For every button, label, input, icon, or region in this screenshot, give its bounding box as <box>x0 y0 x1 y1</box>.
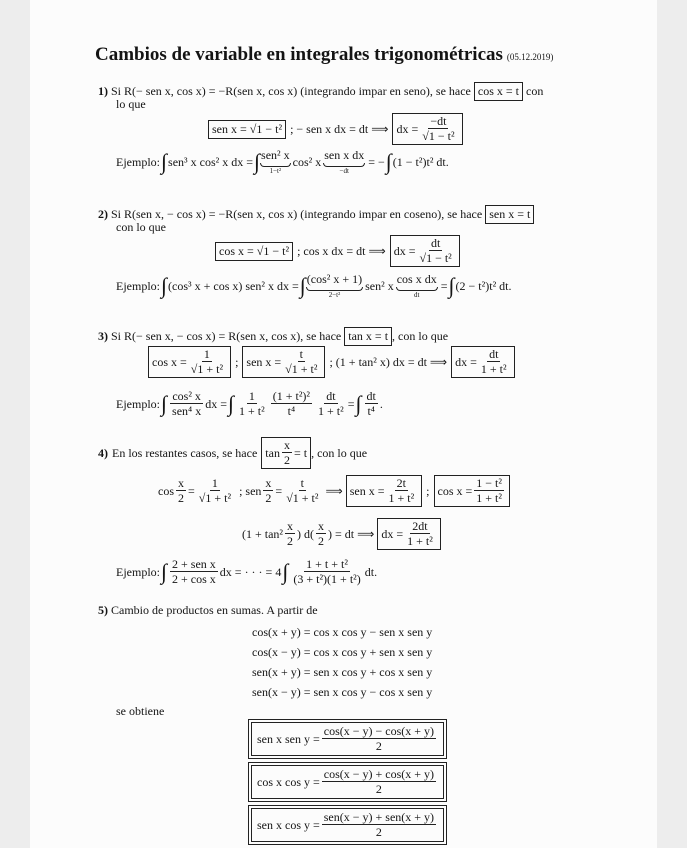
s1-underbrace-2 <box>324 148 364 176</box>
fraction <box>322 725 436 753</box>
box-label: sen x = <box>349 483 385 498</box>
s2-eq-mid: ; cos x dx = dt ⟹ <box>297 243 386 258</box>
frac-numerator: 1 <box>211 476 218 490</box>
frac-numerator: 2t <box>396 476 406 490</box>
frac-numerator: x <box>178 476 184 490</box>
s1-eq-mid: ; − sen x dx = dt ⟹ <box>290 121 389 136</box>
box-label: cos x = <box>437 483 473 498</box>
fraction <box>189 348 225 376</box>
frac-numerator: dt <box>489 347 499 361</box>
integral-symbol: ∫ <box>282 559 289 584</box>
frac-numerator: dt <box>366 389 376 403</box>
s2-line2: con lo que <box>116 220 166 234</box>
s1-line1: Si R(− sen x, cos x) = −R(sen x, cos x) (integrando impar en seno), se hace <box>111 84 471 98</box>
box-label: cos x = <box>152 354 187 369</box>
s5-identities <box>252 622 432 702</box>
document-date: (05.12.2019) <box>506 52 554 62</box>
box-right: = t <box>293 445 308 460</box>
s3-substitution-box: tan x = t <box>344 327 392 346</box>
frac-numerator: (1 + t²)² <box>272 389 311 403</box>
section-3-number: 3) <box>98 329 108 343</box>
title-text: Cambios de variable en integrales trigonométricas <box>95 44 503 65</box>
s2-ex-a: (cos³ x + cos x) sen² x dx = <box>168 278 299 293</box>
brace-term: sen² x <box>261 148 290 162</box>
box-label: dx = <box>455 354 477 369</box>
frac-numerator: dt <box>430 236 441 250</box>
frac-denominator: 1 + t² <box>239 404 265 418</box>
s3-ex-dot: . <box>379 396 383 411</box>
fraction <box>170 558 218 586</box>
separator: ; <box>426 483 430 498</box>
identity-line: sen(x − y) = sen x cos y − cos x sen y <box>252 685 433 699</box>
example-label: Ejemplo: <box>116 564 160 579</box>
s4-box-cos <box>434 475 510 507</box>
integral-symbol: ∫ <box>161 559 168 584</box>
s5-line1: Cambio de productos en sumas. A partir de <box>111 603 318 617</box>
document-page <box>30 0 657 848</box>
frac-numerator: sen(x − y) + sen(x + y) <box>323 810 435 824</box>
s3-example <box>116 390 383 418</box>
integral-symbol: ∫ <box>355 391 362 416</box>
frac-denominator: 1 + t² <box>318 404 344 418</box>
frac-denominator: 2 <box>287 534 294 548</box>
integral-symbol: ∫ <box>161 391 168 416</box>
fraction <box>285 520 295 548</box>
frac-numerator: 1 <box>248 389 255 403</box>
example-label: Ejemplo: <box>116 278 160 293</box>
s3-ex-dx: dx = <box>205 396 227 411</box>
frac-denominator: 2 <box>283 453 290 467</box>
s1-ex-mid: cos² x <box>292 154 322 169</box>
document-title <box>95 44 553 66</box>
s2-eq-box2 <box>390 235 460 267</box>
frac-numerator: x <box>318 519 325 533</box>
section-4-number: 4) <box>98 445 108 460</box>
equals: = <box>275 483 283 498</box>
fraction <box>322 768 436 796</box>
result-box <box>248 762 447 802</box>
fraction <box>474 477 504 505</box>
s3-mid: ; (1 + tan² x) dx = dt ⟹ <box>329 354 448 369</box>
frac-denominator: √1 + t² <box>190 362 224 376</box>
fraction <box>263 477 273 505</box>
fraction <box>386 477 416 505</box>
s2-underbrace-2 <box>397 272 437 300</box>
s1-example <box>116 148 449 176</box>
frac-denominator: t⁴ <box>287 404 296 418</box>
implies-arrow: ⟹ <box>325 483 343 498</box>
brace-term: (cos² x + 1) <box>306 272 363 286</box>
fraction <box>176 477 186 505</box>
section-5-intro <box>98 603 318 618</box>
frac-numerator: cos² x <box>172 389 201 403</box>
frac-denominator: 2 <box>318 534 325 548</box>
s4-ex-end: dt. <box>364 564 378 579</box>
s5-results <box>248 719 447 845</box>
integral-symbol: ∫ <box>299 273 306 298</box>
result-label: sen x sen y = <box>257 731 320 746</box>
s2-ex-end2: (2 − t²)t² dt. <box>455 278 512 293</box>
result-label: cos x cos y = <box>257 774 320 789</box>
brace-term: cos x dx <box>396 272 437 286</box>
frac-denominator: 2 <box>178 491 184 505</box>
s3-line1: Si R(− sen x, − cos x) = R(sen x, cos x), se hace <box>111 329 342 343</box>
fraction <box>365 390 378 418</box>
s4-equation-2 <box>242 518 441 550</box>
frac-denominator: √1 + t² <box>198 491 232 505</box>
s1-line1-end: con <box>526 84 544 98</box>
box-label: sen x = <box>246 354 282 369</box>
integral-symbol: ∫ <box>161 149 168 174</box>
section-1-number: 1) <box>98 84 108 98</box>
s2-ex-end: = <box>440 278 448 293</box>
frac-denominator: (3 + t²)(1 + t²) <box>293 572 361 586</box>
s1-eq-box2 <box>392 113 462 145</box>
s2-eq-box1: cos x = √1 − t² <box>215 242 293 261</box>
s1-ex-end2: (1 − t²)t² dt. <box>392 154 449 169</box>
s1-substitution-box: cos x = t <box>474 82 523 101</box>
s1-box2-fraction <box>420 115 456 143</box>
s4-box-dx <box>377 518 440 550</box>
s1-ex-end: = − <box>368 154 385 169</box>
example-label: Ejemplo: <box>116 396 160 411</box>
cos-label: cos <box>158 483 174 498</box>
frac-numerator: 2dt <box>412 519 428 533</box>
s4-example <box>116 558 377 586</box>
s1-box2-label: dx = <box>396 121 419 136</box>
frac-denominator: 1 + t² <box>388 491 415 505</box>
brace-term: sen x dx <box>324 148 365 162</box>
frac-numerator: t <box>300 476 305 490</box>
fraction <box>316 520 326 548</box>
frac-numerator: x <box>283 438 290 452</box>
frac-numerator: 1 − t² <box>476 476 502 490</box>
s2-underbrace-1 <box>307 272 362 300</box>
frac-numerator: 2 + sen x <box>172 557 216 571</box>
section-5-number: 5) <box>98 603 108 617</box>
frac-denominator: √1 + t² <box>285 362 318 376</box>
s2-box2-label: dx = <box>393 243 416 258</box>
s4-box-sen <box>346 475 422 507</box>
frac-denominator: 2 <box>265 491 272 505</box>
fraction <box>197 477 233 505</box>
s1-underbrace-1 <box>261 148 290 176</box>
box-label: dx = <box>381 526 404 541</box>
result-box <box>248 805 447 845</box>
s3-line1-end: , con lo que <box>392 329 449 343</box>
s5-obtains: se obtiene <box>116 704 165 718</box>
identity-line: cos(x + y) = cos x cos y − sen x sen y <box>252 625 433 639</box>
equals: = <box>188 483 195 498</box>
integral-symbol: ∫ <box>448 273 455 298</box>
box-label: tan <box>265 445 280 460</box>
s4-ex-mid: dx = · · · = 4 <box>219 564 282 579</box>
integral-symbol: ∫ <box>254 149 261 174</box>
example-label: Ejemplo: <box>116 154 160 169</box>
frac-denominator: 2 <box>375 825 382 839</box>
brace-label: 2−t² <box>328 291 341 299</box>
integral-symbol: ∫ <box>161 273 168 298</box>
fraction <box>237 390 267 418</box>
frac-numerator: x <box>287 519 294 533</box>
frac-numerator: x <box>265 476 272 490</box>
separator: ; <box>235 354 239 369</box>
s3-equation <box>148 346 515 378</box>
frac-numerator: 1 <box>203 347 210 361</box>
s1-line2: lo que <box>116 97 146 111</box>
frac-denominator: t⁴ <box>367 404 375 418</box>
frac-numerator: 1 + t + t² <box>306 557 348 571</box>
s3-ex-eq: = <box>347 396 355 411</box>
s4-equation-1 <box>158 475 510 507</box>
frac-denominator: 2 <box>375 782 382 796</box>
fraction <box>283 348 319 376</box>
result-box <box>248 719 447 759</box>
s4-l3-b: ) d( <box>297 526 315 541</box>
frac-denominator: 1 + t² <box>480 362 507 376</box>
fraction <box>291 558 362 586</box>
frac-numerator: t <box>299 347 303 361</box>
brace-label: dt <box>414 291 420 299</box>
frac-denominator: √1 − t² <box>422 129 455 143</box>
frac-denominator: 1 + t² <box>407 534 433 548</box>
fraction <box>282 439 292 467</box>
frac-denominator: 2 + cos x <box>172 572 216 586</box>
s4-line1-end: , con lo que <box>311 445 368 460</box>
result-inner <box>251 765 444 799</box>
result-inner <box>251 808 444 842</box>
s3-box-sen <box>242 346 325 378</box>
brace-label: 1−t² <box>269 167 282 175</box>
integral-symbol: ∫ <box>385 149 392 174</box>
s1-equation <box>208 113 463 145</box>
s3-box-cos <box>148 346 231 378</box>
s3-box-dx <box>451 346 514 378</box>
sen-label: ; sen <box>239 483 262 498</box>
identity-line: cos(x − y) = cos x cos y + sen x sen y <box>252 645 433 659</box>
s4-substitution-box <box>261 437 311 469</box>
brace-label: −dt <box>339 167 349 175</box>
s4-line1: En los restantes casos, se hace <box>112 445 258 460</box>
section-1-intro <box>98 82 543 101</box>
s2-substitution-box: sen x = t <box>485 205 534 224</box>
s4-l3-a: (1 + tan² <box>242 526 284 541</box>
fraction <box>479 348 509 376</box>
frac-denominator: 1 + t² <box>476 491 502 505</box>
fraction <box>271 390 312 418</box>
result-label: sen x cos y = <box>257 817 320 832</box>
frac-denominator: 2 <box>375 739 382 753</box>
s2-equation <box>215 235 460 267</box>
fraction <box>322 811 436 839</box>
frac-numerator: cos(x − y) − cos(x + y) <box>323 724 435 738</box>
fraction <box>405 520 435 548</box>
section-4-intro <box>98 437 367 469</box>
section-2-number: 2) <box>98 207 108 221</box>
s2-ex-mid: sen² x <box>365 278 394 293</box>
s2-line1: Si R(sen x, − cos x) = −R(sen x, cos x) (integrando impar en coseno), se hace <box>111 207 483 221</box>
frac-numerator: cos(x − y) + cos(x + y) <box>323 767 435 781</box>
fraction <box>284 477 320 505</box>
frac-numerator: dt <box>326 389 336 403</box>
fraction <box>170 390 203 418</box>
fraction <box>316 390 346 418</box>
frac-denominator: √1 − t² <box>419 251 452 265</box>
s1-ex-a: sen³ x cos² x dx = <box>168 154 253 169</box>
s1-eq-box1: sen x = √1 − t² <box>208 120 286 139</box>
identity-line: sen(x + y) = sen x cos y + cos x sen y <box>252 665 433 679</box>
s2-box2-fraction <box>417 237 453 265</box>
frac-denominator: sen⁴ x <box>172 404 202 418</box>
s4-l3-c: ) = dt ⟹ <box>328 526 375 541</box>
frac-numerator: −dt <box>430 114 447 128</box>
frac-denominator: √1 + t² <box>286 491 319 505</box>
result-inner <box>251 722 444 756</box>
integral-symbol: ∫ <box>228 391 235 416</box>
s2-example <box>116 272 512 300</box>
section-3-intro <box>98 327 448 346</box>
